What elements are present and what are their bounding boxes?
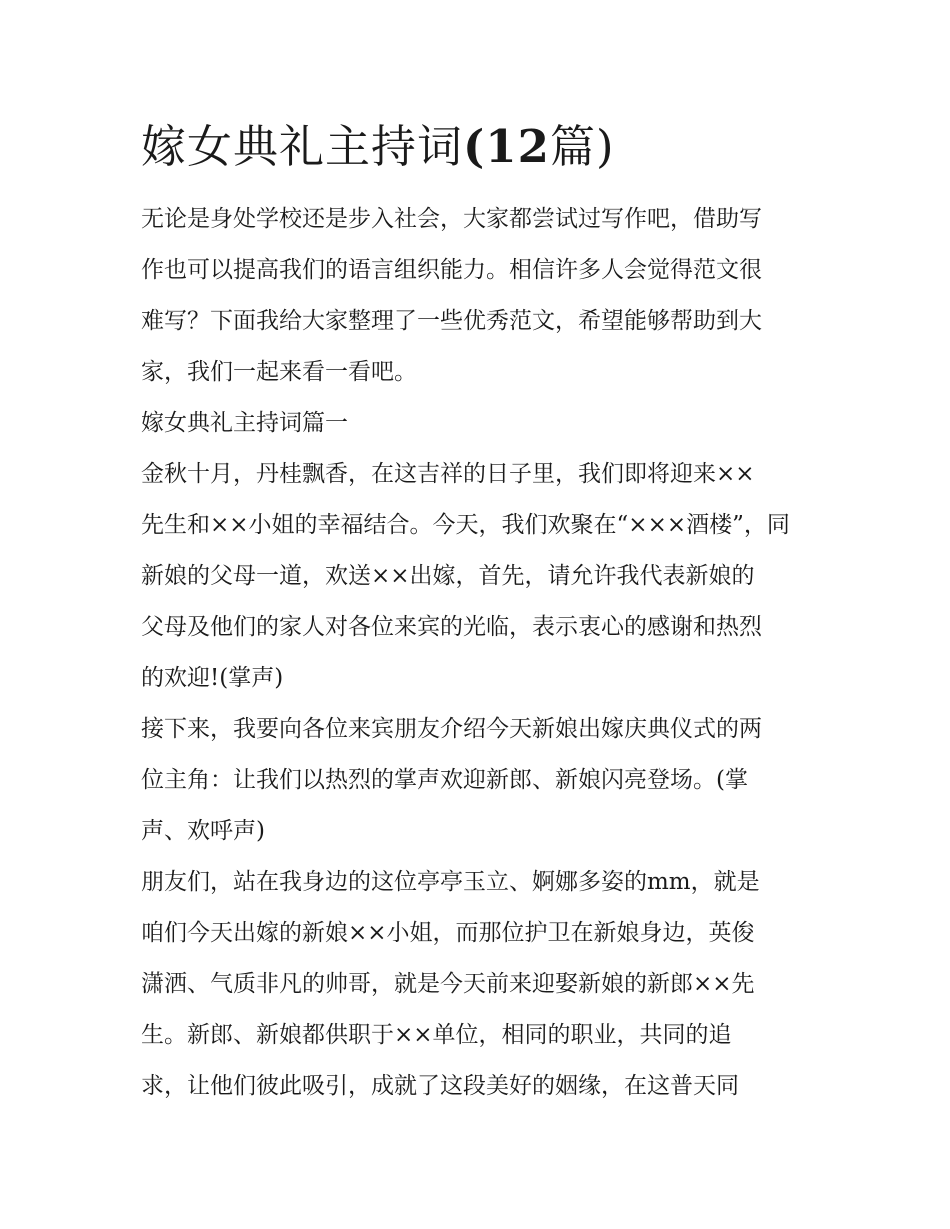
body-line: 位主角：让我们以热烈的掌声欢迎新郎、新娘闪亮登场。(掌 [141,767,748,793]
title-count: (12 [463,120,550,173]
body-line: 咱们今天出嫁的新娘××小姐，而那位护卫在新娘身边，英俊 [141,920,755,946]
document-page [141,112,821,1112]
body-line: 先生和××小姐的幸福结合。今天，我们欢聚在“×××酒楼”，同 [141,512,790,538]
body-line: 潇洒、气质非凡的帅哥，就是今天前来迎娶新娘的新郎××先 [141,971,755,997]
body-line: 家，我们一起来看一看吧。 [141,359,417,385]
body-line: 生。新郎、新娘都供职于××单位，相同的职业，共同的追 [141,1022,732,1048]
body-line: 作也可以提高我们的语言组织能力。相信许多人会觉得范文很 [141,257,762,283]
body-line: 父母及他们的家人对各位来宾的光临，表示衷心的感谢和热烈 [141,614,762,640]
body-line: 的欢迎!(掌声) [141,665,284,691]
body-line: 难写？下面我给大家整理了一些优秀范文，希望能够帮助到大 [141,308,762,334]
body-line: 朋友们，站在我身边的这位亭亭玉立、婀娜多姿的mm，就是 [141,869,760,895]
body-line: 新娘的父母一道，欢送××出嫁，首先，请允许我代表新娘的 [141,563,755,589]
document-title: 嫁女典礼主持词(12篇) [141,120,615,173]
document-body [141,194,821,1112]
body-line: 声、欢呼声) [141,818,265,844]
body-line: 金秋十月，丹桂飘香，在这吉祥的日子里，我们即将迎来×× [141,461,755,487]
section-heading: 嫁女典礼主持词篇一 [141,410,348,436]
body-line: 求，让他们彼此吸引，成就了这段美好的姻缘，在这普天同 [141,1073,739,1099]
body-line: 接下来，我要向各位来宾朋友介绍今天新娘出嫁庆典仪式的两 [141,716,762,742]
body-line: 无论是身处学校还是步入社会，大家都尝试过写作吧，借助写 [141,206,762,232]
